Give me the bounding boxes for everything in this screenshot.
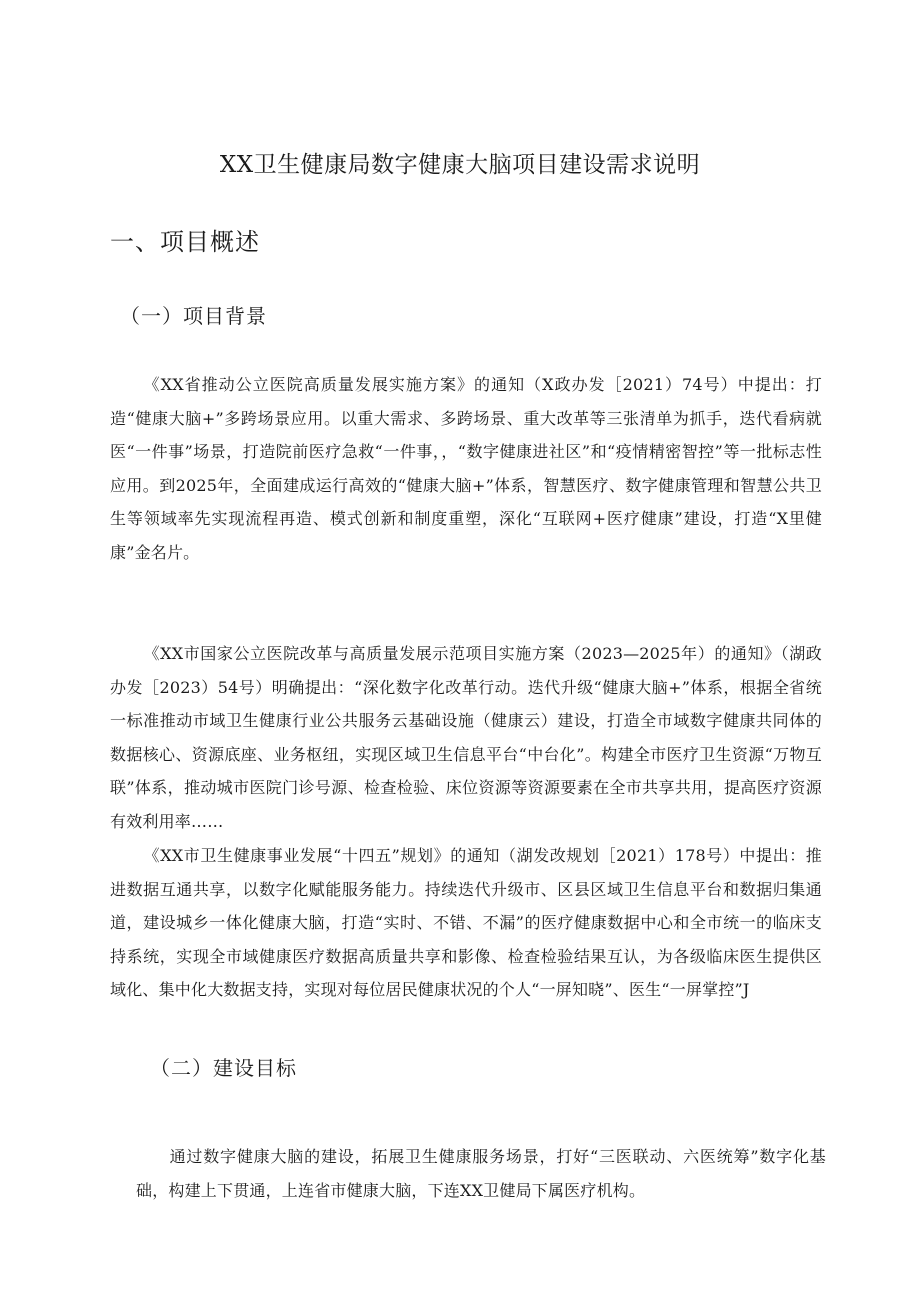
paragraph-city-reform-plan: 《XX市国家公立医院改革与高质量发展示范项目实施方案（2023—2025年）的通知》（湖政办发［2023）54号）明确提出：“深化数字化改革行动。迭代升级“健康大脑+”体系，根据全省统一标准推动市域卫生健康行业公共服务云基础设施（健康云）建设，打造全市域数字健康共同体的数据核心、资源底座、业务枢纽，实现区域卫生信息平台“中台化”。构建全市医疗卫生资源“万物互联”体系，推动城市医院门诊号源、检查检验、床位资源等资源要素在全市共享共用，提高医疗资源有效利用率…… [110,644,822,831]
paragraph-provincial-plan: 《XX省推动公立医院高质量发展实施方案》的通知（X政办发［2021）74号）中提出：打造“健康大脑+”多跨场景应用。以重大需求、多跨场景、重大改革等三张清单为抓手，迭代看病就医“一件事”场景，打造院前医疗急救“一件事，，“数字健康进社区”和“疫情精密智控”等一批标志性应用。到2025年，全面建成运行高效的“健康大脑+”体系，智慧医疗、数字健康管理和智慧公共卫生等领域率先实现流程再造、模式创新和制度重塑，深化“互联网+医疗健康”建设，打造“X里健康”金名片。 [110,375,822,562]
paragraph-construction-goal: 通过数字健康大脑的建设，拓展卫生健康服务场景，打好“三医联动、六医统筹”数字化基础，构建上下贯通，上连省市健康大脑，下连XX卫健局下属医疗机构。 [136,1147,826,1200]
section-heading-overview: 一、项目概述 [110,228,260,256]
subsection-heading-goals: （二）建设目标 [150,1056,297,1080]
paragraph-five-year-plan: 《XX市卫生健康事业发展“十四五”规划》的通知（湖发改规划［2021）178号）中提出：推进数据互通共享，以数字化赋能服务能力。持续迭代升级市、区县区域卫生信息平台和数据归集通道，建设城乡一体化健康大脑，打造“实时、不错、不漏”的医疗健康数据中心和全市统一的临床支持系统，实现全市域健康医疗数据高质量共享和影像、检查检验结果互认，为各级临床医生提供区域化、集中化大数据支持，实现对每位居民健康状况的个人“一屏知晓”、医生“一屏掌控”J [110,846,822,999]
subsection-heading-background: （一）项目背景 [120,304,267,328]
document-title: XX卫生健康局数字健康大脑项目建设需求说明 [219,152,701,178]
